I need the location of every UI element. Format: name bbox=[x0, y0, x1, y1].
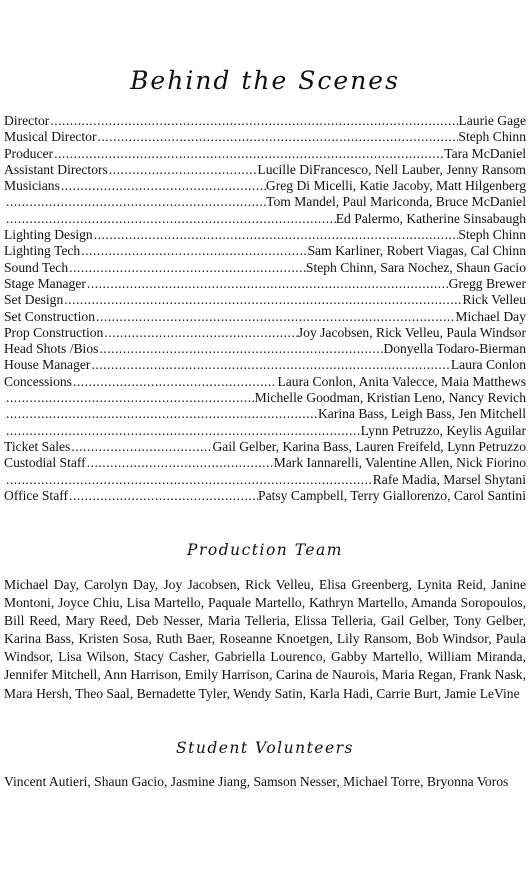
credit-role: Set Design bbox=[4, 292, 64, 308]
page-title: Behind the Scenes bbox=[130, 66, 400, 95]
dot-leader bbox=[49, 113, 458, 129]
production-team-heading: Production Team bbox=[187, 541, 343, 559]
credit-row bbox=[4, 260, 526, 276]
credit-names: Greg Di Micelli, Katie Jacoby, Matt Hilgenberg bbox=[265, 178, 526, 194]
credit-names: Laura Conlon, Anita Valecce, Maia Matthews bbox=[277, 373, 526, 389]
dot-leader bbox=[4, 390, 255, 406]
credit-row bbox=[4, 292, 526, 308]
credit-names: Laura Conlon bbox=[450, 357, 526, 373]
credit-role: Office Staff bbox=[4, 487, 69, 503]
dot-leader bbox=[80, 243, 307, 259]
credit-role: Stage Manager bbox=[4, 275, 86, 291]
credit-names: Gail Gelber, Karina Bass, Lauren Freifeld, Lynn Petruzzo bbox=[212, 438, 526, 454]
credit-names: Michael Day bbox=[455, 308, 526, 324]
credit-row bbox=[4, 194, 526, 210]
credit-row bbox=[4, 113, 526, 129]
credit-names: Ed Palermo, Katherine Sinsabaugh bbox=[335, 210, 526, 226]
production-team-names: Michael Day, Carolyn Day, Joy Jacobsen, Rick Velleu, Elisa Greenberg, Lynita Reid, Janine Montoni, Joyce Chiu, Lisa Martello, Paquale Martello, Kathryn Martello, Amanda Soropoulos, Bill Reed, Mary Reed, Deb Nesser, Maria Telleria, Elissa Telleria, Gail Gelber, Tony Gelber, Karina Bass, Kristen Sosa, Ruth Baer, Roseanne Knoetgen, Lily Ransom, Bob Windsor, Paula Windsor, Lisa Wilson, Stacy Casher, Gabriella Lourenco, Gabby Martello, William Miranda, Jennifer Mitchell, Ann Harrison, Emily Harrison, Carina de Naurois, Maria Regan, Frank Nask, Mara Hersh, Theo Saal, Bernadette Tyler, Wendy Satin, Karla Hadi, Carrie Burt, Jamie LeVine bbox=[4, 577, 526, 701]
credit-names: Karina Bass, Leigh Bass, Jen Mitchell bbox=[317, 406, 526, 422]
credit-row bbox=[4, 325, 526, 341]
credit-row bbox=[4, 423, 526, 439]
credit-row bbox=[4, 211, 526, 227]
credits-list bbox=[4, 113, 526, 504]
credit-row bbox=[4, 227, 526, 243]
credit-role: Set Construction bbox=[4, 308, 96, 324]
credit-row bbox=[4, 406, 526, 422]
dot-leader bbox=[72, 374, 278, 390]
dot-leader bbox=[95, 309, 455, 325]
credit-role: Assistant Directors bbox=[4, 161, 108, 177]
dot-leader bbox=[103, 325, 298, 341]
credit-names: Steph Chinn, Sara Nochez, Shaun Gacio bbox=[305, 259, 526, 275]
dot-leader bbox=[63, 292, 462, 308]
credit-names: Joy Jacobsen, Rick Velleu, Paula Windsor bbox=[297, 324, 526, 340]
credit-row bbox=[4, 390, 526, 406]
student-volunteers-names: Vincent Autieri, Shaun Gacio, Jasmine Jiang, Samson Nesser, Michael Torre, Bryonna Voros bbox=[4, 774, 509, 789]
credit-names: Lynn Petruzzo, Keylis Aguilar bbox=[360, 422, 526, 438]
dot-leader bbox=[68, 488, 258, 504]
credit-names: Sam Karliner, Robert Viagas, Cal Chinn bbox=[307, 243, 526, 259]
credit-row bbox=[4, 276, 526, 292]
credit-role: Prop Construction bbox=[4, 324, 104, 340]
dot-leader bbox=[86, 276, 449, 292]
dot-leader bbox=[53, 146, 444, 162]
credit-names: Steph Chinn bbox=[458, 227, 526, 243]
credit-role: Musicians bbox=[4, 178, 60, 194]
credit-row bbox=[4, 488, 526, 504]
credit-row bbox=[4, 374, 526, 390]
credit-row bbox=[4, 455, 526, 471]
dot-leader bbox=[4, 211, 336, 227]
credit-row bbox=[4, 439, 526, 455]
student-volunteers-heading: Student Volunteers bbox=[175, 739, 355, 757]
credit-role: Ticket Sales bbox=[4, 438, 71, 454]
dot-leader bbox=[108, 162, 258, 178]
dot-leader bbox=[4, 472, 373, 488]
credit-names: Michelle Goodman, Kristian Leno, Nancy Revich bbox=[254, 390, 526, 406]
credit-names: Tom Mandel, Paul Mariconda, Bruce McDaniel bbox=[266, 194, 526, 210]
credit-names: Steph Chinn bbox=[458, 129, 526, 145]
dot-leader bbox=[96, 129, 458, 145]
dot-leader bbox=[4, 406, 318, 422]
dot-leader bbox=[68, 260, 306, 276]
credit-row bbox=[4, 309, 526, 325]
credit-row bbox=[4, 472, 526, 488]
credit-names: Mark Iannarelli, Valentine Allen, Nick Fiorino bbox=[273, 455, 526, 471]
credit-role: Director bbox=[4, 113, 50, 128]
credit-role: Lighting Tech bbox=[4, 243, 81, 259]
credit-row bbox=[4, 162, 526, 178]
dot-leader bbox=[4, 423, 361, 439]
dot-leader bbox=[60, 178, 266, 194]
credit-role: Custodial Staff bbox=[4, 455, 86, 471]
credit-role: House Manager bbox=[4, 357, 91, 373]
dot-leader bbox=[93, 227, 459, 243]
credit-names: Rafe Madia, Marsel Shytani bbox=[372, 471, 526, 487]
credit-row bbox=[4, 341, 526, 357]
dot-leader bbox=[86, 455, 274, 471]
credit-role: Musical Director bbox=[4, 129, 97, 145]
credit-names: Donyella Todaro-Bierman bbox=[383, 341, 526, 357]
credit-row bbox=[4, 357, 526, 373]
credit-names: Tara McDaniel bbox=[444, 145, 526, 161]
dot-leader bbox=[90, 357, 450, 373]
credit-names: Rick Velleu bbox=[462, 292, 526, 308]
credit-names: Lucille DiFrancesco, Nell Lauber, Jenny Ransom bbox=[257, 161, 526, 177]
credit-names: Patsy Campbell, Terry Giallorenzo, Carol Santini bbox=[258, 487, 526, 503]
dot-leader bbox=[70, 439, 212, 455]
credit-role: Producer bbox=[4, 145, 54, 161]
credit-row bbox=[4, 243, 526, 259]
credit-role: Lighting Design bbox=[4, 227, 93, 243]
credit-names: Gregg Brewer bbox=[448, 275, 526, 291]
credit-names: Laurie Gage bbox=[458, 113, 526, 128]
dot-leader bbox=[4, 194, 266, 210]
dot-leader bbox=[98, 341, 383, 357]
credit-row bbox=[4, 178, 526, 194]
credit-role: Head Shots /Bios bbox=[4, 341, 99, 357]
credit-role: Sound Tech bbox=[4, 259, 69, 275]
credit-row bbox=[4, 146, 526, 162]
credit-row bbox=[4, 129, 526, 145]
credit-role: Concessions bbox=[4, 373, 72, 389]
